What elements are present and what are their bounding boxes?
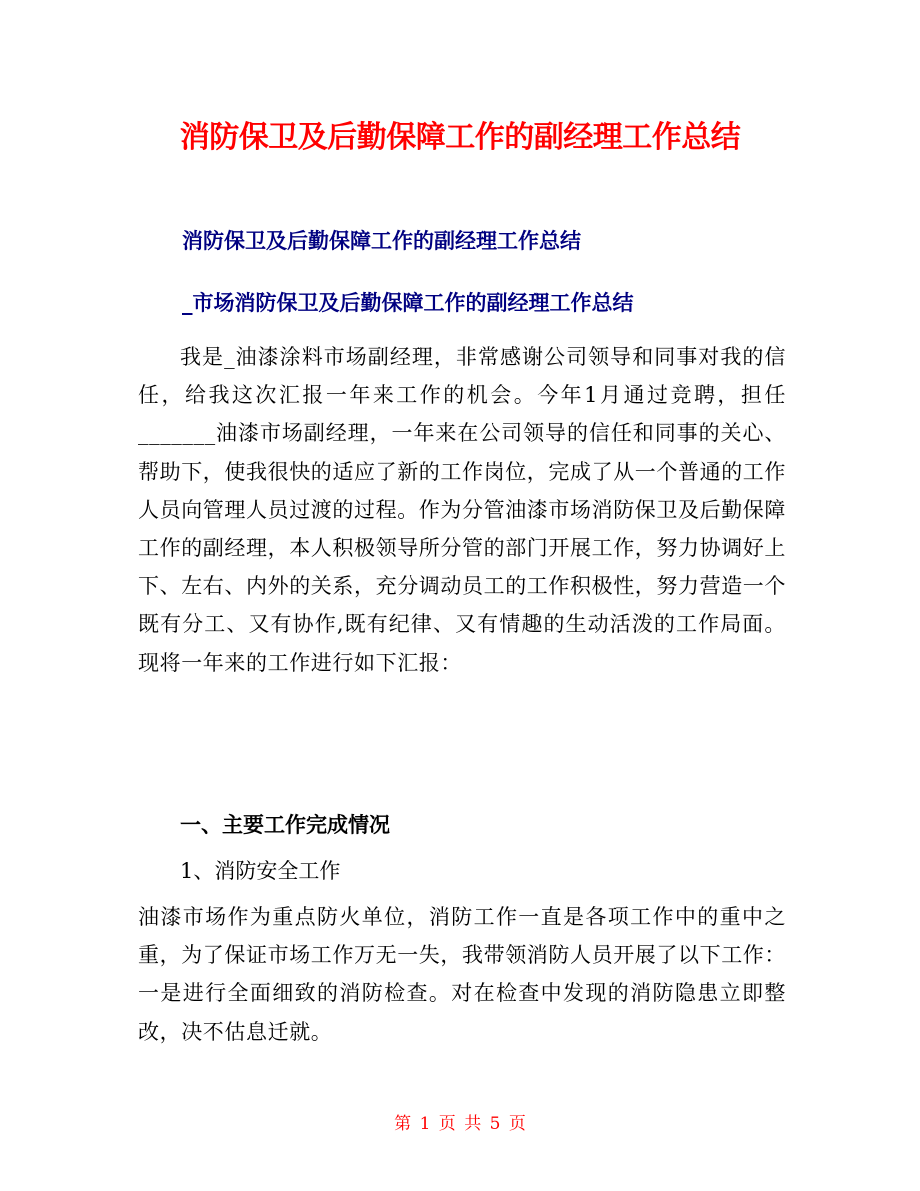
page-footer: 第 1 页 共 5 页	[394, 1114, 526, 1134]
item-title-fire-safety: 1、消防安全工作	[180, 859, 341, 883]
subtitle-secondary: _市场消防保卫及后勤保障工作的副经理工作总结	[182, 291, 634, 315]
section-heading: 一、主要工作完成情况	[180, 813, 390, 837]
document-title: 消防保卫及后勤保障工作的副经理工作总结	[179, 120, 741, 155]
intro-paragraph: 我是_油漆涂料市场副经理，非常感谢公司领导和同事对我的信任，给我这次汇报一年来工作的机会。今年1月通过竞聘，担任_______油漆市场副经理，一年来在公司领导的信任和同事的关心、帮助下，使我很快的适应了新的工作岗位，完成了从一个普通的工作人员向管理人员过渡的过程。作为分管油漆市场消防保卫及后勤保障工作的副经理，本人积极领导所分管的部门开展工作，努力协调好上下、左右、内外的关系，充分调动员工的工作积极性，努力营造一个既有分工、又有协作,既有纪律、又有情趣的生动活泼的工作局面。现将一年来的工作进行如下汇报：	[138, 345, 786, 675]
subtitle-primary: 消防保卫及后勤保障工作的副经理工作总结	[182, 229, 581, 253]
fire-safety-paragraph: 油漆市场作为重点防火单位，消防工作一直是各项工作中的重中之重，为了保证市场工作万无一失，我带领消防人员开展了以下工作：一是进行全面细致的消防检查。对在检查中发现的消防隐患立即整改，决不估息迁就。	[138, 905, 786, 1044]
